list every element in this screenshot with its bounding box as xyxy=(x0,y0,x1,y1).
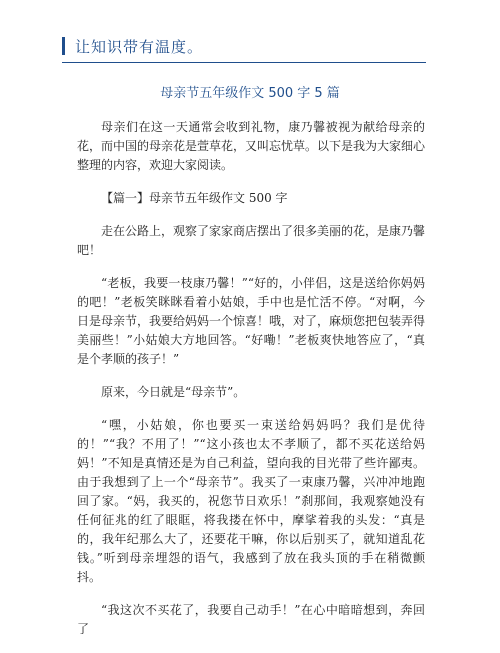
header-divider xyxy=(62,62,426,63)
body-paragraph: 走在公路上，观察了家家商店摆出了很多美丽的花，是康乃馨吧！ xyxy=(77,224,426,257)
document-title: 母亲节五年级作文 500 字 5 篇 xyxy=(160,86,340,101)
site-header xyxy=(62,34,203,58)
body-paragraph: “老板，我要一枝康乃馨！”“好的，小伴侣，这是送给你妈妈的吧！”老板笑眯眯看着小姑娘，手中也是忙活不停。“对啊，今日是母亲节，我要给妈妈一个惊喜！哦，对了，麻烦您把包装弄得美丽些！”小姑娘大方地回答。“好嘞！”老板爽快地答应了，“真是个孝顺的孩子！” xyxy=(77,276,426,366)
document-body xyxy=(77,118,425,653)
section-heading: 【篇一】母亲节五年级作文 500 字 xyxy=(101,191,288,205)
site-slogan: 让知识带有温度。 xyxy=(75,37,204,56)
body-paragraph: “嘿，小姑娘，你也要买一束送给妈妈吗？我们是优待的！”“我？不用了！”“这小孩也太不孝顺了，都不买花送给妈妈！”不知是真情还是为自己利益，望向我的目光带了些许鄙夷。由于我想到了上一个“母亲节”。我买了一束康乃馨，兴冲冲地跑回了家。“妈，我买的，祝您节日欢乐！”刹那间，我观察她没有任何征兆的红了眼眶，将我搂在怀中，摩挲着我的头发：“真是的，我年纪那么大了，还要花干嘛，你以后别买了，就知道乱花钱。”听到母亲埋怨的语气，我感到了放在我头顶的手在稍微颤抖。 xyxy=(77,418,425,584)
intro-paragraph: 母亲们在这一天通常会收到礼物，康乃馨被视为献给母亲的花，而中国的母亲花是萱草花，又叫忘忧草。以下是我为大家细心整理的内容，欢迎大家阅读。 xyxy=(77,120,426,172)
header-accent-bar xyxy=(62,37,65,55)
body-paragraph: “我这次不买花了，我要自己动手！”在心中暗暗想到，奔回了 xyxy=(77,603,425,636)
body-paragraph: 原来，今日就是“母亲节”。 xyxy=(101,385,246,399)
